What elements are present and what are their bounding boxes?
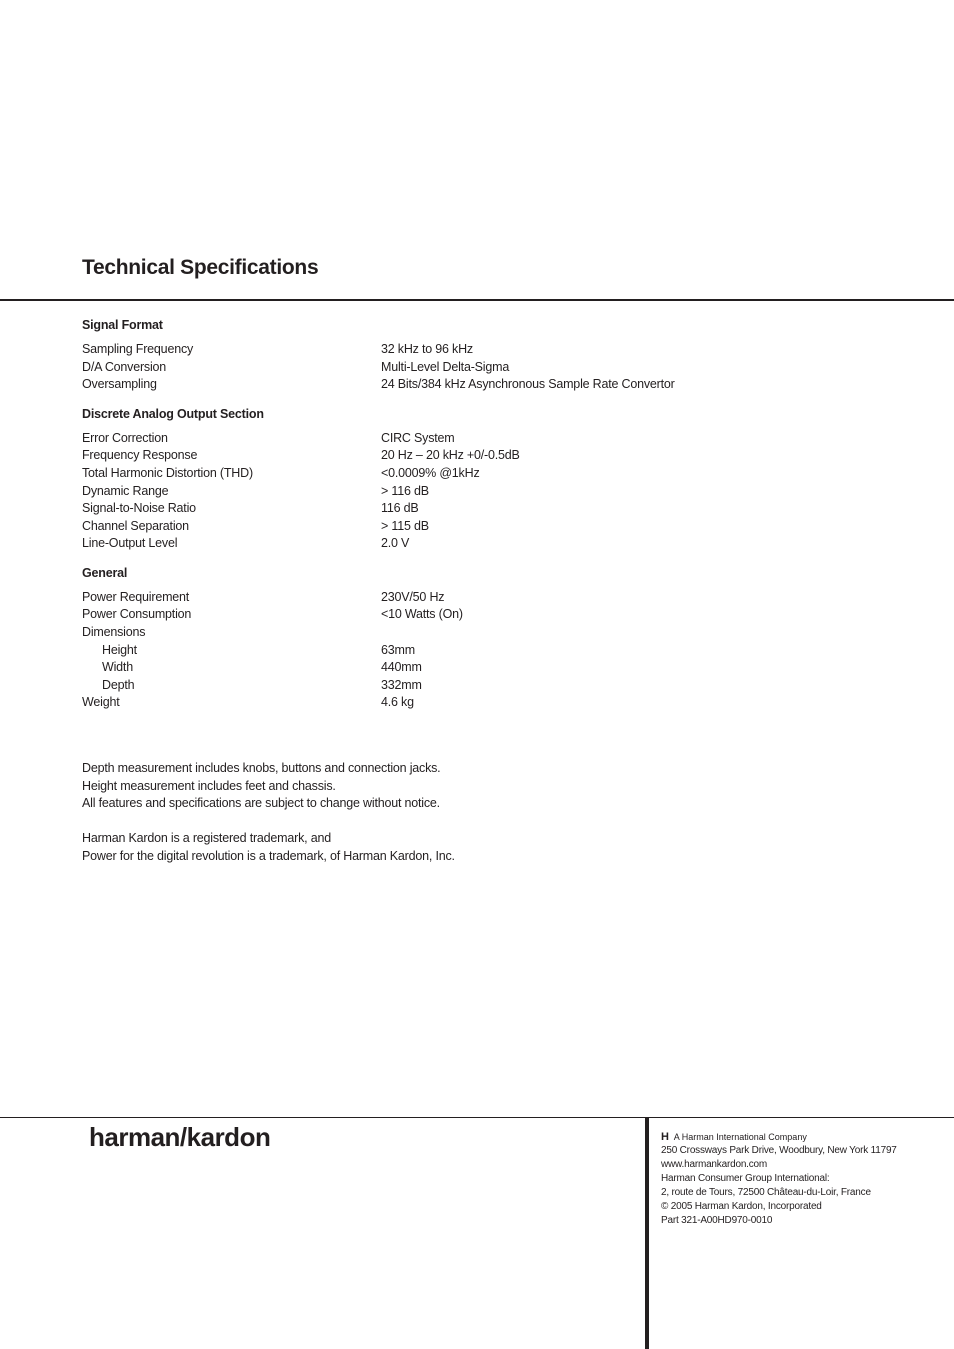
spec-label: Dynamic Range — [82, 483, 169, 498]
spec-row — [82, 535, 882, 553]
spec-value: > 116 dB — [381, 483, 429, 498]
spec-row — [82, 447, 882, 465]
spec-section-signal-format — [82, 317, 882, 394]
footer-vertical-bar — [645, 1117, 649, 1349]
spec-label: D/A Conversion — [82, 359, 167, 374]
spec-label: Oversampling — [82, 377, 157, 392]
spec-label: Total Harmonic Distortion (THD) — [82, 465, 253, 480]
spec-row — [82, 483, 882, 501]
section-heading: Signal Format — [82, 318, 163, 332]
spec-row — [82, 500, 882, 518]
section-heading: General — [82, 565, 128, 580]
spec-value: 332mm — [381, 677, 422, 692]
spec-row — [82, 376, 882, 394]
spec-row — [82, 430, 882, 448]
spec-value: 24 Bits/384 kHz Asynchronous Sample Rate Convertor — [381, 377, 675, 392]
spec-value: CIRC System — [381, 430, 455, 445]
company-address — [661, 1130, 897, 1228]
spec-value: 63mm — [381, 642, 415, 657]
address-line: 250 Crossways Park Drive, Woodbury, New York 11797 — [661, 1145, 897, 1156]
spec-label: Weight — [82, 695, 120, 710]
spec-label: Line-Output Level — [82, 536, 178, 551]
spec-label: Power Consumption — [82, 607, 192, 622]
spec-label: Depth — [102, 677, 135, 692]
spec-value: 440mm — [381, 660, 422, 675]
spec-value: > 115 dB — [381, 518, 429, 533]
copyright-line: © 2005 Harman Kardon, Incorporated — [661, 1201, 822, 1212]
spec-section-analog-output — [82, 406, 882, 553]
spec-row — [82, 518, 882, 536]
spec-value: Multi-Level Delta-Sigma — [381, 359, 510, 374]
spec-label: Power Requirement — [82, 589, 190, 604]
website-link: www.harmankardon.com — [661, 1159, 768, 1170]
brand-logo: harman/kardon — [89, 1122, 271, 1152]
spec-row — [82, 659, 882, 677]
header-divider — [0, 299, 954, 301]
spec-row — [82, 359, 882, 377]
spec-value: 2.0 V — [381, 536, 410, 551]
spec-row — [82, 606, 882, 624]
spec-value: 20 Hz – 20 kHz +0/-0.5dB — [381, 448, 520, 463]
address-line: 2, route de Tours, 72500 Château-du-Loir, France — [661, 1187, 871, 1198]
spec-section-general — [82, 565, 882, 712]
address-line: Harman Consumer Group International: — [661, 1173, 830, 1184]
spec-row — [82, 642, 882, 660]
spec-row — [82, 694, 882, 712]
spec-value: 4.6 kg — [381, 695, 414, 710]
section-heading: Discrete Analog Output Section — [82, 406, 264, 421]
spec-label: Error Correction — [82, 430, 168, 445]
spec-label: Channel Separation — [82, 518, 189, 533]
note-line: All features and specifications are subject to change without notice. — [82, 796, 440, 811]
harman-logo-icon: H — [661, 1131, 669, 1143]
trademark-line: Power for the digital revolution is a trademark, of Harman Kardon, Inc. — [82, 848, 455, 863]
trademark-line: Harman Kardon is a registered trademark, and — [82, 831, 331, 846]
spec-list — [82, 317, 882, 724]
spec-row — [82, 341, 882, 359]
spec-label: Dimensions — [82, 625, 146, 640]
spec-value: <10 Watts (On) — [381, 607, 463, 622]
note-line: Height measurement includes feet and chassis. — [82, 778, 336, 793]
company-name: A Harman International Company — [673, 1132, 807, 1142]
spec-row — [82, 624, 882, 642]
spec-row — [82, 677, 882, 695]
footer-divider — [0, 1117, 954, 1118]
spec-label: Height — [102, 642, 137, 657]
notes — [82, 760, 455, 866]
part-number: Part 321-A00HD970-0010 — [661, 1215, 773, 1226]
page-title: Technical Specifications — [82, 256, 319, 279]
spec-label: Width — [102, 660, 133, 675]
spec-label: Sampling Frequency — [82, 341, 194, 356]
spec-value: 32 kHz to 96 kHz — [381, 341, 473, 356]
company-line — [661, 1130, 897, 1144]
spec-value: <0.0009% @1kHz — [381, 465, 480, 480]
spec-label: Signal-to-Noise Ratio — [82, 501, 196, 516]
note-line: Depth measurement includes knobs, buttons and connection jacks. — [82, 761, 441, 775]
spec-row — [82, 465, 882, 483]
spec-row — [82, 589, 882, 607]
spec-value: 230V/50 Hz — [381, 589, 445, 604]
spec-value: 116 dB — [381, 501, 419, 516]
spec-label: Frequency Response — [82, 448, 198, 463]
